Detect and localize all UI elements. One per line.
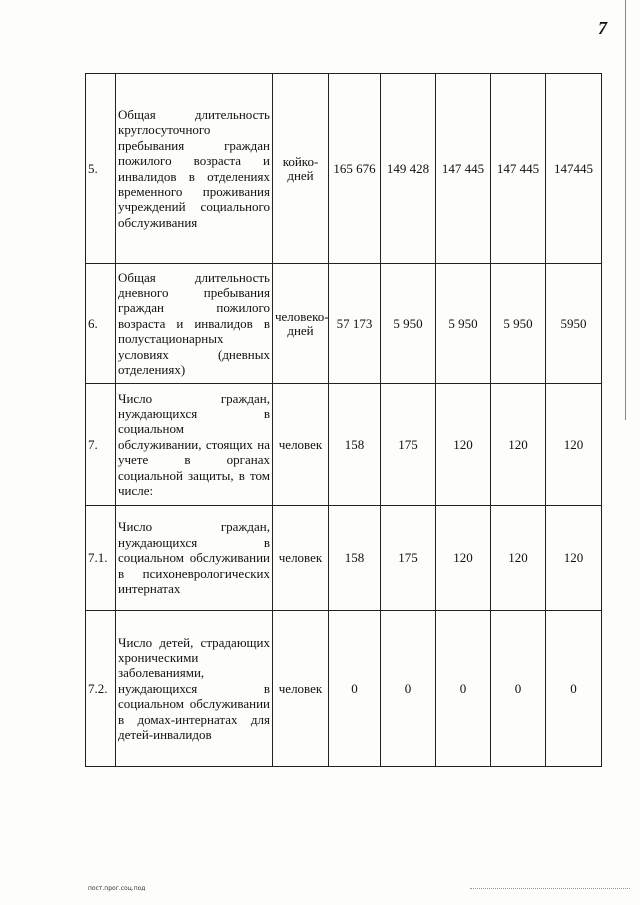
value-cell: 158 — [329, 506, 381, 611]
indicator-name: Общая длительность дневного пребывания граждан пожилого возраста и инвалидов в полустационарных условиях (дневных отделениях) — [116, 264, 273, 384]
value-cell: 175 — [381, 384, 436, 506]
table-row — [86, 74, 602, 264]
unit-cell: человек — [273, 384, 329, 506]
value-cell: 149 428 — [381, 74, 436, 264]
table-row — [86, 384, 602, 506]
value-cell: 0 — [436, 611, 491, 767]
value-cell: 120 — [491, 384, 546, 506]
value-cell: 120 — [546, 506, 602, 611]
value-cell: 0 — [491, 611, 546, 767]
row-number: 5. — [86, 74, 116, 264]
value-cell: 147445 — [546, 74, 602, 264]
value-cell: 175 — [381, 506, 436, 611]
table-row — [86, 611, 602, 767]
row-number: 7.2. — [86, 611, 116, 767]
value-cell: 165 676 — [329, 74, 381, 264]
value-cell: 158 — [329, 384, 381, 506]
value-cell: 147 445 — [491, 74, 546, 264]
value-cell: 5 950 — [436, 264, 491, 384]
value-cell: 120 — [546, 384, 602, 506]
value-cell: 5 950 — [381, 264, 436, 384]
indicator-name: Число граждан, нуждающихся в социальном обслуживании в психоневрологических интернатах — [116, 506, 273, 611]
indicator-name: Число граждан, нуждающихся в социальном обслуживании, стоящих на учете в органах социальной защиты, в том числе: — [116, 384, 273, 506]
row-number: 6. — [86, 264, 116, 384]
footer-dotted-line — [470, 888, 630, 889]
row-number: 7.1. — [86, 506, 116, 611]
value-cell: 120 — [491, 506, 546, 611]
value-cell: 57 173 — [329, 264, 381, 384]
value-cell: 147 445 — [436, 74, 491, 264]
indicator-name: Число детей, страдающих хроническими заболеваниями, нуждающихся в социальном обслуживании в домах-интернатах для детей-инвалидов — [116, 611, 273, 767]
value-cell: 0 — [546, 611, 602, 767]
indicator-name: Общая длительность круглосуточного пребывания граждан пожилого возраста и инвалидов в отделениях временного проживания учреждений социального обслуживания — [116, 74, 273, 264]
unit-cell: человек — [273, 506, 329, 611]
value-cell: 120 — [436, 506, 491, 611]
unit-cell: человек — [273, 611, 329, 767]
footer-code: пост.прог.соц.под — [88, 885, 146, 892]
page-number: 7 — [598, 18, 607, 38]
indicators-table — [85, 73, 602, 767]
row-number: 7. — [86, 384, 116, 506]
value-cell: 120 — [436, 384, 491, 506]
unit-cell: человеко-дней — [273, 264, 329, 384]
page-edge-line — [625, 0, 626, 420]
value-cell: 5 950 — [491, 264, 546, 384]
table-row — [86, 506, 602, 611]
value-cell: 0 — [381, 611, 436, 767]
table-row — [86, 264, 602, 384]
value-cell: 0 — [329, 611, 381, 767]
unit-cell: койко-дней — [273, 74, 329, 264]
value-cell: 5950 — [546, 264, 602, 384]
